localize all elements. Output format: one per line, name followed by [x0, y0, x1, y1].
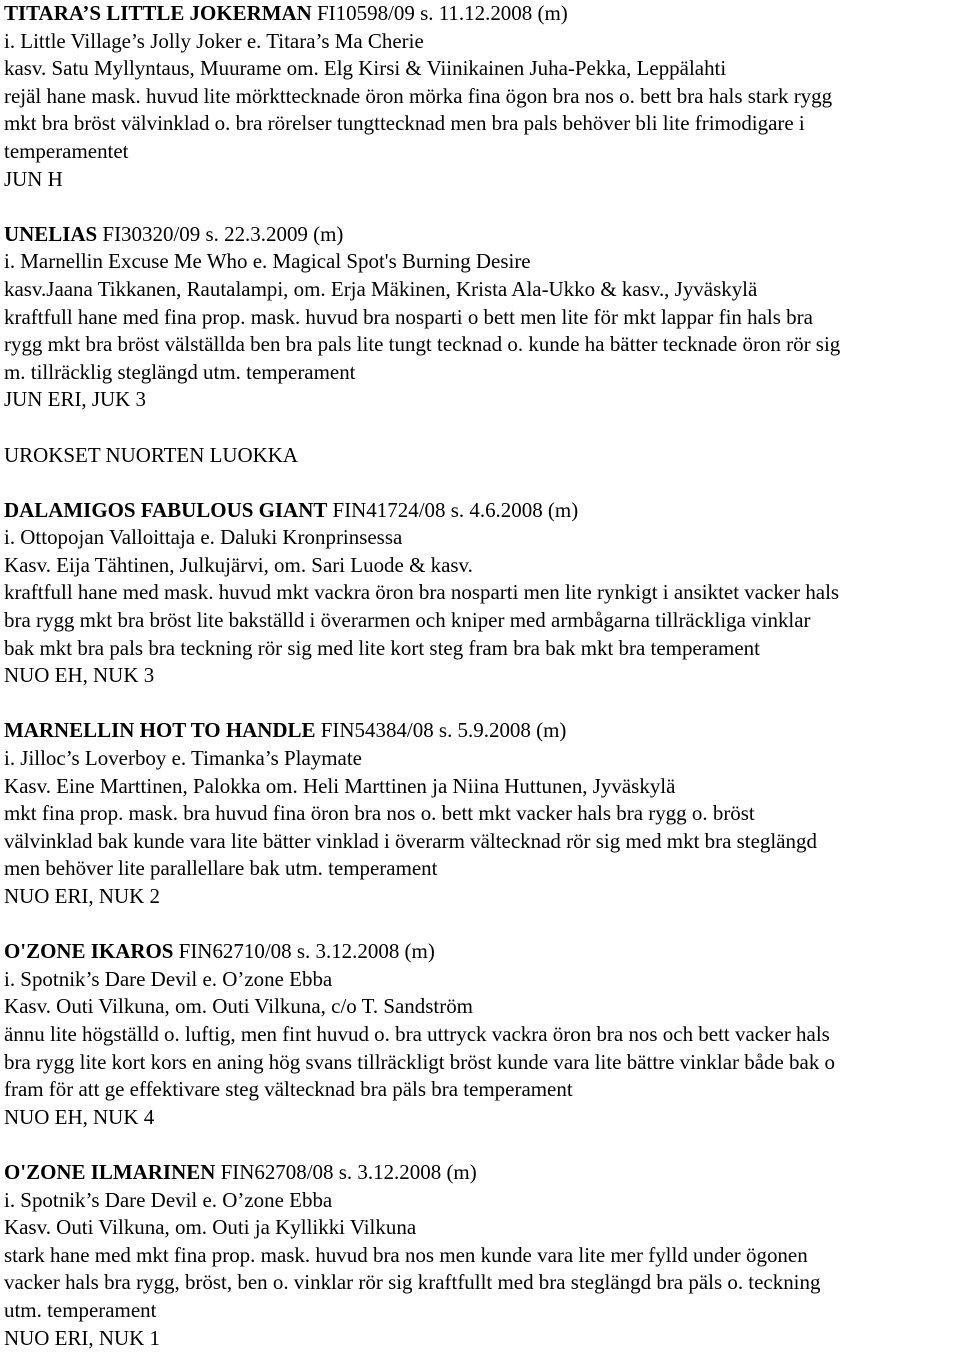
critique-line: bak mkt bra pals bra teckning rör sig med lite kort steg fram bra bak mkt bra temperament [4, 635, 954, 663]
parents-line: i. Spotnik’s Dare Devil e. O’zone Ebba [4, 1187, 954, 1215]
critique-line: bra rygg mkt bra bröst lite bakställd i överarmen och kniper med armbågarna tillräckliga vinklar [4, 607, 954, 635]
critique-line: fram för att ge effektivare steg vältecknad bra päls bra temperament [4, 1076, 954, 1104]
critique-line: stark hane med mkt fina prop. mask. huvud bra nos men kunde vara lite mer fylld under ögonen [4, 1242, 954, 1270]
registration-info: FI30320/09 s. 22.3.2009 (m) [97, 222, 343, 246]
registration-info: FIN62710/08 s. 3.12.2008 (m) [173, 939, 434, 963]
critique-line: välvinklad bak kunde vara lite bätter vinklad i överarm vältecknad rör sig med mkt bra steglängd [4, 828, 954, 856]
result-line: NUO EH, NUK 3 [4, 662, 954, 690]
dog-entry [4, 1159, 956, 1352]
critique-line: m. tillräcklig steglängd utm. temperament [4, 359, 954, 387]
breeder-owner-line: Kasv. Outi Vilkuna, om. Outi Vilkuna, c/o T. Sandström [4, 993, 954, 1021]
critique-line: men behöver lite parallellare bak utm. temperament [4, 855, 954, 883]
critique-line: kraftfull hane med mask. huvud mkt vackra öron bra nosparti men lite rynkigt i ansiktet vacker hals [4, 579, 954, 607]
dog-entry [4, 497, 956, 690]
critique-line: mkt fina prop. mask. bra huvud fina öron bra nos o. bett mkt vacker hals bra rygg o. bröst [4, 800, 954, 828]
dog-name: TITARA’S LITTLE JOKERMAN [4, 1, 312, 25]
dog-name: DALAMIGOS FABULOUS GIANT [4, 498, 327, 522]
dog-entry [4, 938, 956, 1131]
entry-header [4, 1159, 954, 1187]
critique-line: bra rygg lite kort kors en aning hög svans tillräckligt bröst kunde vara lite bättre vinklar både bak o [4, 1049, 954, 1077]
registration-info: FIN62708/08 s. 3.12.2008 (m) [215, 1160, 476, 1184]
parents-line: i. Ottopojan Valloittaja e. Daluki Kronprinsessa [4, 524, 954, 552]
spacer [4, 414, 956, 442]
critique-line: rejäl hane mask. huvud lite mörkttecknade öron mörka fina ögon bra nos o. bett bra hals stark rygg [4, 83, 954, 111]
parents-line: i. Spotnik’s Dare Devil e. O’zone Ebba [4, 966, 954, 994]
registration-info: FI10598/09 s. 11.12.2008 (m) [312, 1, 568, 25]
breeder-owner-line: Kasv. Outi Vilkuna, om. Outi ja Kyllikki Vilkuna [4, 1214, 954, 1242]
critique-line: rygg mkt bra bröst välställda ben bra pals lite tungt tecknad o. kunde ha bätter tecknade öron rör sig [4, 331, 954, 359]
entry-header [4, 497, 954, 525]
breeder-owner-line: kasv.Jaana Tikkanen, Rautalampi, om. Erja Mäkinen, Krista Ala-Ukko & kasv., Jyväskylä [4, 276, 954, 304]
dog-name: MARNELLIN HOT TO HANDLE [4, 718, 316, 742]
entry-header [4, 0, 954, 28]
result-line: JUN ERI, JUK 3 [4, 386, 954, 414]
registration-info: FIN41724/08 s. 4.6.2008 (m) [327, 498, 578, 522]
parents-line: i. Marnellin Excuse Me Who e. Magical Spot's Burning Desire [4, 248, 954, 276]
critique-line: kraftfull hane med fina prop. mask. huvud bra nosparti o bett men lite för mkt lappar fin hals bra [4, 304, 954, 332]
dog-name: O'ZONE IKAROS [4, 939, 173, 963]
dog-entry [4, 0, 956, 193]
dog-entry [4, 221, 956, 414]
section-heading: UROKSET NUORTEN LUOKKA [4, 442, 954, 470]
spacer [4, 911, 956, 939]
entry-header [4, 938, 954, 966]
spacer [4, 469, 956, 497]
breeder-owner-line: Kasv. Eija Tähtinen, Julkujärvi, om. Sari Luode & kasv. [4, 552, 954, 580]
registration-info: FIN54384/08 s. 5.9.2008 (m) [316, 718, 567, 742]
entry-header [4, 221, 954, 249]
result-line: NUO ERI, NUK 2 [4, 883, 954, 911]
critique-line: utm. temperament [4, 1297, 954, 1325]
critique-line: vacker hals bra rygg, bröst, ben o. vinklar rör sig kraftfullt med bra steglängd bra päls o. teckning [4, 1269, 954, 1297]
result-line: NUO ERI, NUK 1 [4, 1325, 954, 1352]
parents-line: i. Jilloc’s Loverboy e. Timanka’s Playmate [4, 745, 954, 773]
entry-header [4, 717, 954, 745]
critique-line: ännu lite högställd o. luftig, men fint huvud o. bra uttryck vackra öron bra nos och bett vacker hals [4, 1021, 954, 1049]
dog-name: UNELIAS [4, 222, 97, 246]
result-line: NUO EH, NUK 4 [4, 1104, 954, 1132]
result-line: JUN H [4, 166, 954, 194]
dog-entry [4, 717, 956, 910]
spacer [4, 690, 956, 718]
breeder-owner-line: Kasv. Eine Marttinen, Palokka om. Heli Marttinen ja Niina Huttunen, Jyväskylä [4, 773, 954, 801]
breeder-owner-line: kasv. Satu Myllyntaus, Muurame om. Elg Kirsi & Viinikainen Juha-Pekka, Leppälahti [4, 55, 954, 83]
parents-line: i. Little Village’s Jolly Joker e. Titara’s Ma Cherie [4, 28, 954, 56]
critique-line: temperamentet [4, 138, 954, 166]
dog-name: O'ZONE ILMARINEN [4, 1160, 215, 1184]
spacer [4, 193, 956, 221]
spacer [4, 1131, 956, 1159]
critique-line: mkt bra bröst välvinklad o. bra rörelser tungttecknad men bra pals behöver bli lite frimodigare i [4, 110, 954, 138]
